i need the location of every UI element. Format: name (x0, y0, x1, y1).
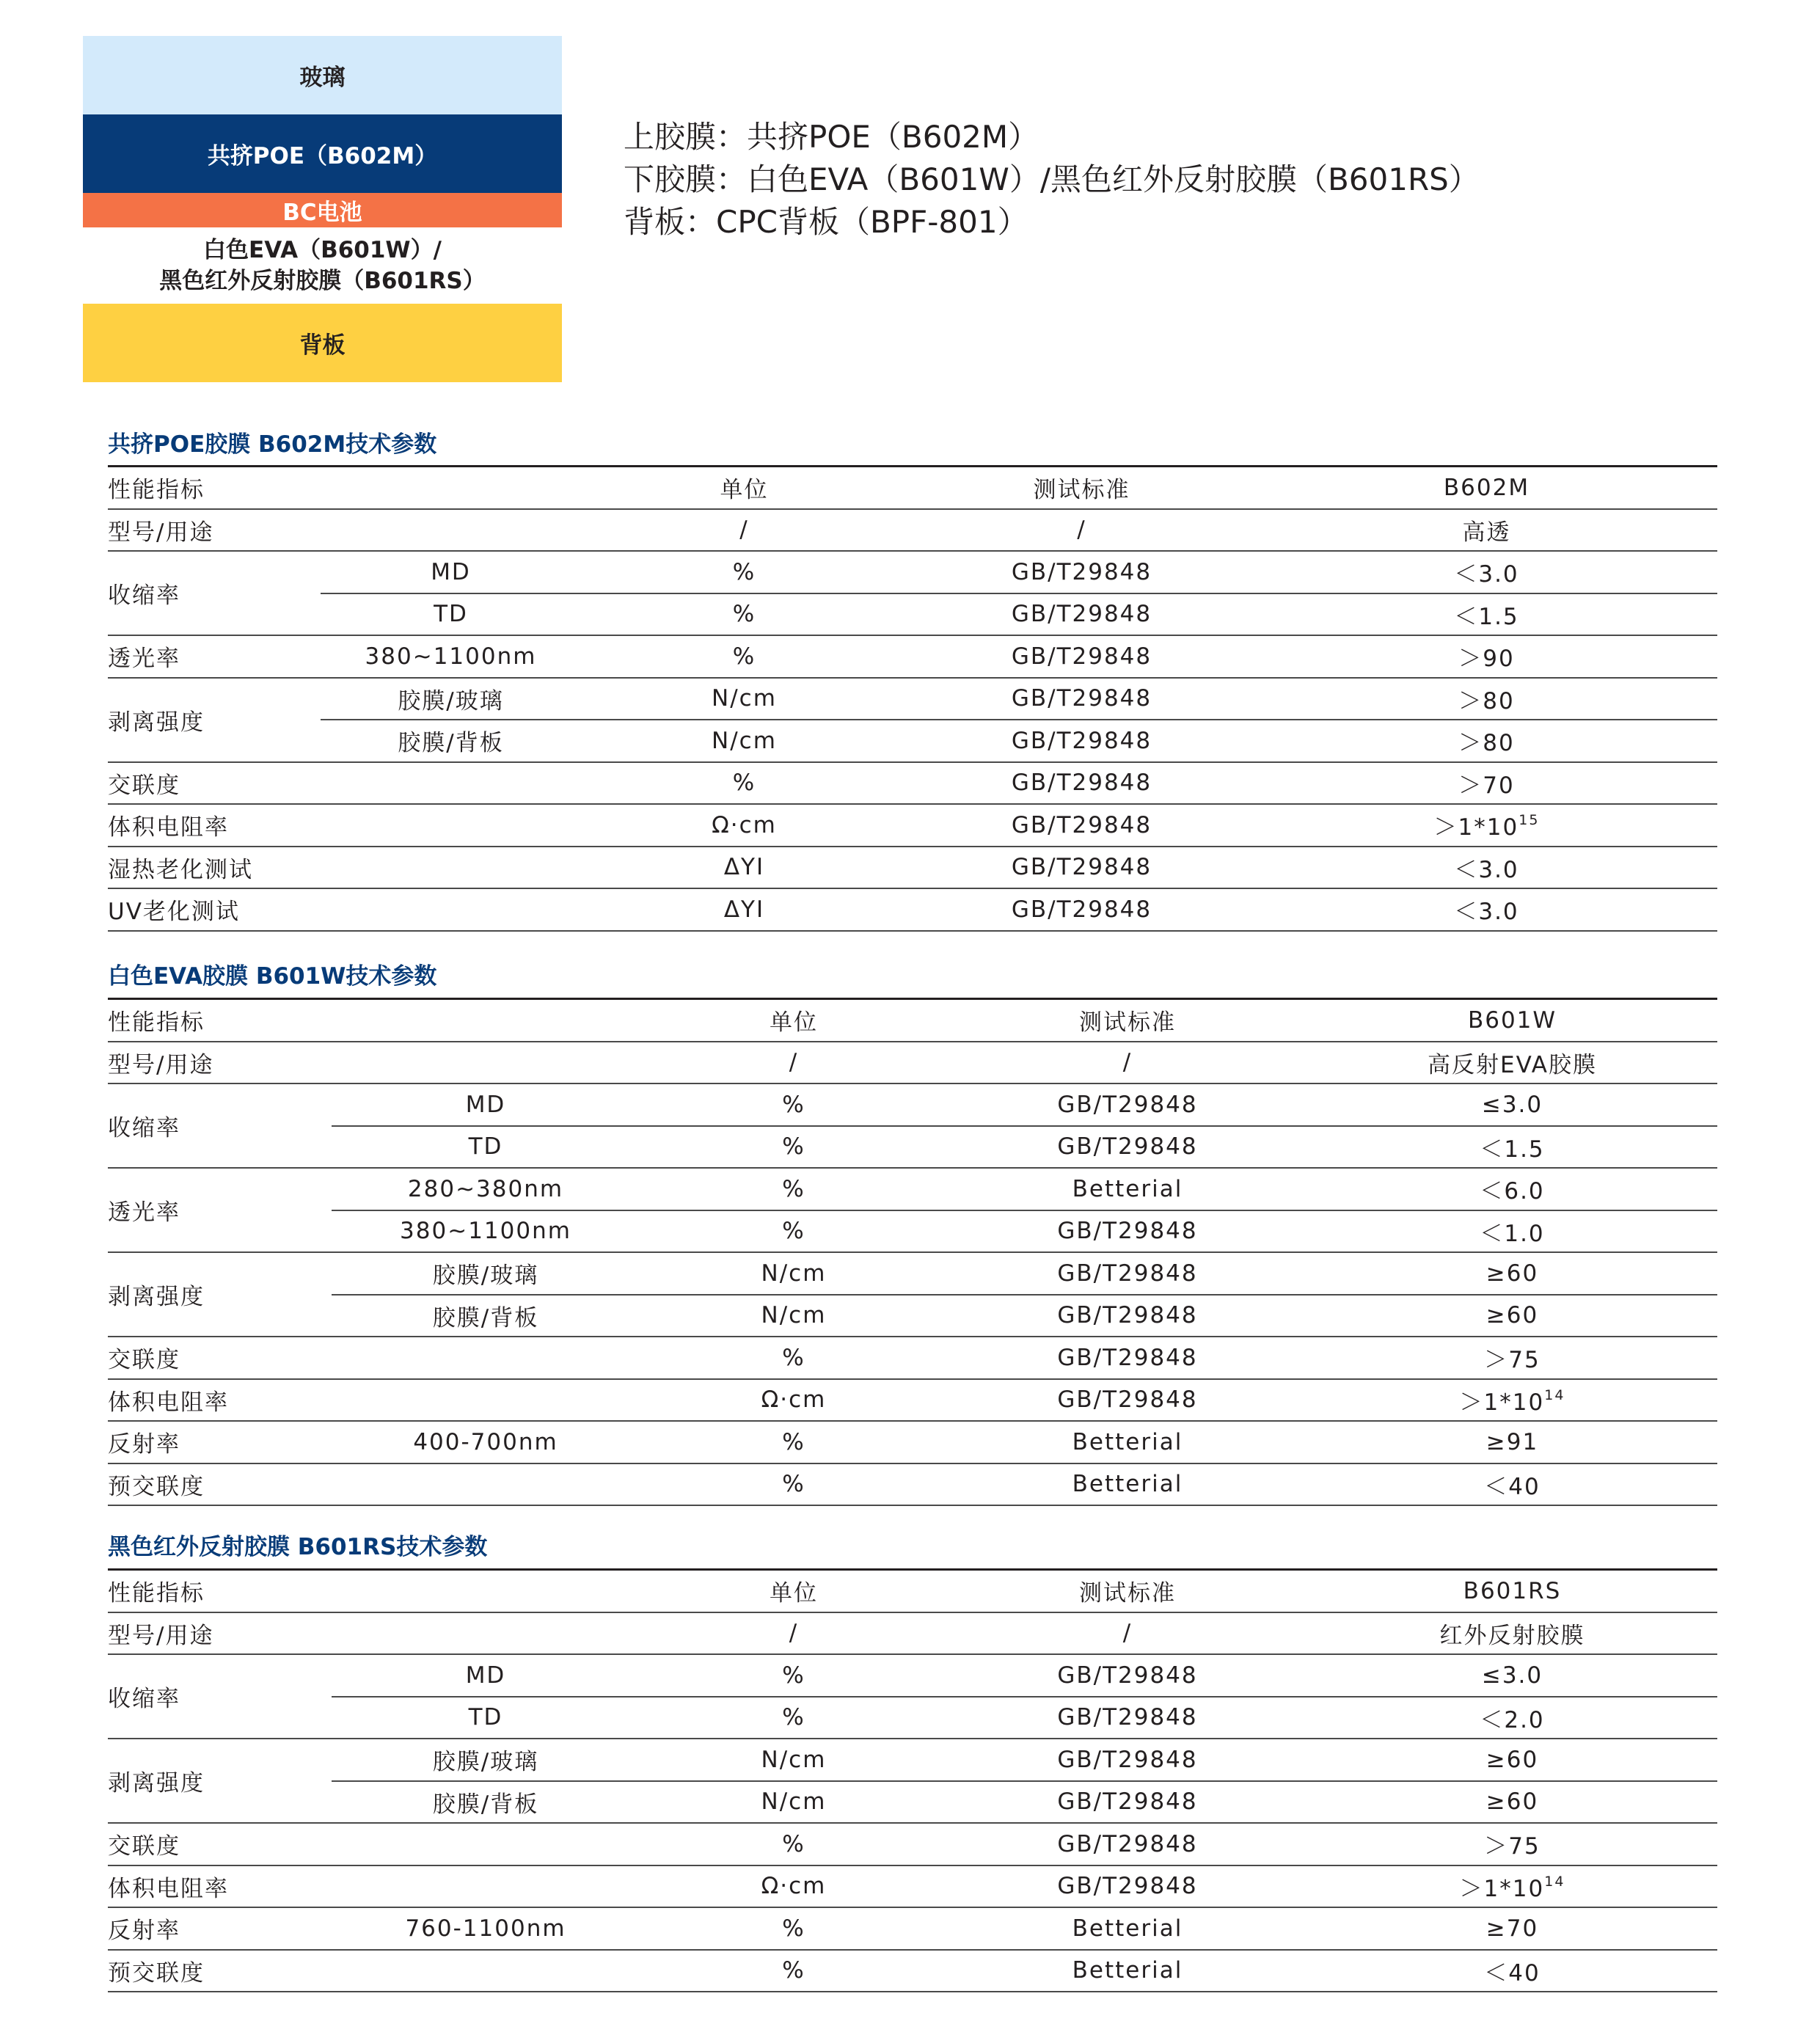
table-row: 收缩率 MD % GB/T29848 ＜3.0 (108, 551, 1717, 593)
table-row: 型号/用途 / / 高透 (108, 509, 1717, 552)
table-row: 胶膜/背板 N/cm GB/T29848 ＞80 (108, 720, 1717, 762)
table-row: 预交联度 % Betterial ＜40 (108, 1950, 1717, 1992)
table-row: 剥离强度 胶膜/玻璃 N/cm GB/T29848 ≥60 (108, 1739, 1717, 1781)
table-row: 体积电阻率 Ω·cm GB/T29848 $>1*10^{15}$ (108, 804, 1717, 847)
table2-b601w (108, 998, 1717, 1506)
table-row: TD % GB/T29848 ＜2.0 (108, 1697, 1717, 1739)
table-row: 交联度 % GB/T29848 ＞70 (108, 762, 1717, 805)
layer-bc-cell: BC电池 (83, 193, 562, 227)
table-row: 胶膜/背板 N/cm GB/T29848 ≥60 (108, 1781, 1717, 1824)
table-row: 体积电阻率 Ω·cm GB/T29848 $>1*10^{14}$ (108, 1865, 1717, 1908)
layer-stack-diagram (83, 36, 562, 382)
table-row: 型号/用途 / / 红外反射胶膜 (108, 1612, 1717, 1655)
table-row: 交联度 % GB/T29848 ＞75 (108, 1823, 1717, 1865)
table-row: 透光率 380~1100nm % GB/T29848 ＞90 (108, 635, 1717, 678)
table-row: 性能指标 单位 测试标准 B601W (108, 999, 1717, 1042)
table-row: 体积电阻率 Ω·cm GB/T29848 $>1*10^{14}$ (108, 1379, 1717, 1422)
layer-eva-line2: 黑色红外反射胶膜（B601RS） (159, 268, 486, 294)
table-row: 380~1100nm % GB/T29848 ＜1.0 (108, 1210, 1717, 1253)
table-row: 剥离强度 胶膜/玻璃 N/cm GB/T29848 ≥60 (108, 1252, 1717, 1295)
table-row: 性能指标 单位 测试标准 B601RS (108, 1570, 1717, 1612)
table2-title: 白色EVA胶膜 B601W技术参数 (108, 963, 437, 990)
table-row: 收缩率 MD % GB/T29848 ≤3.0 (108, 1654, 1717, 1697)
table-row: 性能指标 单位 测试标准 B602M (108, 467, 1717, 509)
desc-upper-film: 上胶膜：共挤POE（B602M） (624, 119, 1039, 155)
table-row: 收缩率 MD % GB/T29848 ≤3.0 (108, 1083, 1717, 1126)
layer-eva (83, 227, 562, 304)
desc-lower-film: 下胶膜：白色EVA（B601W）/黑色红外反射胶膜（B601RS） (624, 161, 1480, 197)
table-row: 剥离强度 胶膜/玻璃 N/cm GB/T29848 ＞80 (108, 678, 1717, 720)
table-row: 型号/用途 / / 高反射EVA胶膜 (108, 1042, 1717, 1084)
table3-title: 黑色红外反射胶膜 B601RS技术参数 (108, 1534, 488, 1560)
table1-title: 共挤POE胶膜 B602M技术参数 (108, 431, 437, 458)
table-row: 交联度 % GB/T29848 ＞75 (108, 1337, 1717, 1379)
table-row: 反射率 400-700nm % Betterial ≥91 (108, 1421, 1717, 1463)
table-row: 透光率 280~380nm % Betterial ＜6.0 (108, 1168, 1717, 1210)
table-row: TD % GB/T29848 ＜1.5 (108, 1126, 1717, 1169)
stack-description (624, 116, 1480, 244)
table-row: 反射率 760-1100nm % Betterial ≥70 (108, 1907, 1717, 1950)
table-row: 胶膜/背板 N/cm GB/T29848 ≥60 (108, 1295, 1717, 1337)
table-row: 预交联度 % Betterial ＜40 (108, 1463, 1717, 1506)
layer-backsheet: 背板 (83, 304, 562, 382)
table3-b601rs (108, 1568, 1717, 1992)
layer-poe: 共挤POE（B602M） (83, 114, 562, 193)
layer-glass: 玻璃 (83, 36, 562, 114)
table1-b602m (108, 465, 1717, 932)
table-row: 湿热老化测试 ΔYI GB/T29848 ＜3.0 (108, 847, 1717, 889)
table-row: UV老化测试 ΔYI GB/T29848 ＜3.0 (108, 888, 1717, 931)
table-row: TD % GB/T29848 ＜1.5 (108, 593, 1717, 636)
desc-backsheet: 背板：CPC背板（BPF-801） (624, 204, 1028, 240)
layer-eva-line1: 白色EVA（B601W）/ (203, 237, 442, 263)
